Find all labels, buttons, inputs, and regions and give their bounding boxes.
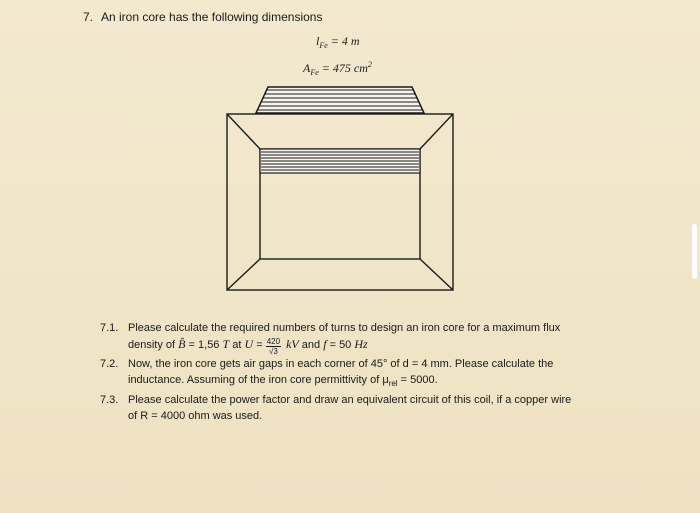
formula-length-symbol: l [316, 34, 320, 48]
formula-area-subscript: Fe [310, 68, 319, 77]
voltage-fraction [266, 337, 281, 356]
item-7-3 [100, 392, 620, 424]
item-number: 7.1. [100, 322, 119, 334]
scrollbar-thumb[interactable] [692, 224, 697, 279]
text-fragment: inductance. Assuming of the iron core permittivity of [128, 374, 383, 386]
item-7-2 [100, 356, 620, 392]
top-coil [256, 87, 424, 113]
item-text-line: Please calculate the power factor and draw an equivalent circuit of this coil, if a copper wire [128, 394, 572, 406]
formula-length-value: = 4 m [330, 34, 360, 48]
formula-area-exponent: 2 [367, 60, 372, 69]
symbol-mu-subscript: rel [388, 379, 398, 388]
item-7-1 [100, 320, 620, 356]
formula-length-subscript: Fe [319, 41, 328, 50]
item-text-line-2 [128, 372, 620, 392]
symbol-b-hat: B̂ [178, 337, 186, 351]
item-number: 7.2. [100, 358, 119, 370]
text-fragment: = 50 [326, 339, 355, 351]
question-items [100, 320, 620, 424]
item-text-line-2: of R = 4000 ohm was used. [128, 410, 263, 422]
item-text-line: Please calculate the required numbers of turns to design an iron core for a maximum flux [128, 322, 561, 334]
text-fragment: = 5000. [397, 374, 438, 386]
symbol-u: U [244, 337, 254, 351]
unit-kv: kV [286, 337, 299, 351]
text-fragment: and [298, 339, 324, 351]
text-fragment: density of [128, 339, 179, 351]
fraction-numerator: 420 [266, 337, 281, 346]
symbol-f: f [323, 337, 327, 351]
text-fragment: = [253, 339, 266, 351]
item-text-line: Now, the iron core gets air gaps in each corner of 45° of d = 4 mm. Please calculate the [128, 358, 554, 370]
fraction-denominator: √3 [268, 347, 278, 356]
text-fragment: = 1,56 [185, 339, 223, 351]
question-text: An iron core has the following dimensions [101, 10, 323, 24]
formula-area-value: = 475 cm [321, 61, 368, 75]
item-text-line-2 [128, 336, 620, 356]
unit-tesla: T [222, 337, 230, 351]
text-fragment: at [229, 339, 245, 351]
question-number: 7. [83, 10, 94, 24]
symbol-mu: μ [382, 374, 389, 386]
unit-hz: Hz [354, 337, 368, 351]
item-number: 7.3. [100, 394, 119, 406]
formula-area-symbol: A [303, 61, 311, 75]
inner-winding [260, 149, 420, 173]
core-frame [227, 114, 453, 290]
